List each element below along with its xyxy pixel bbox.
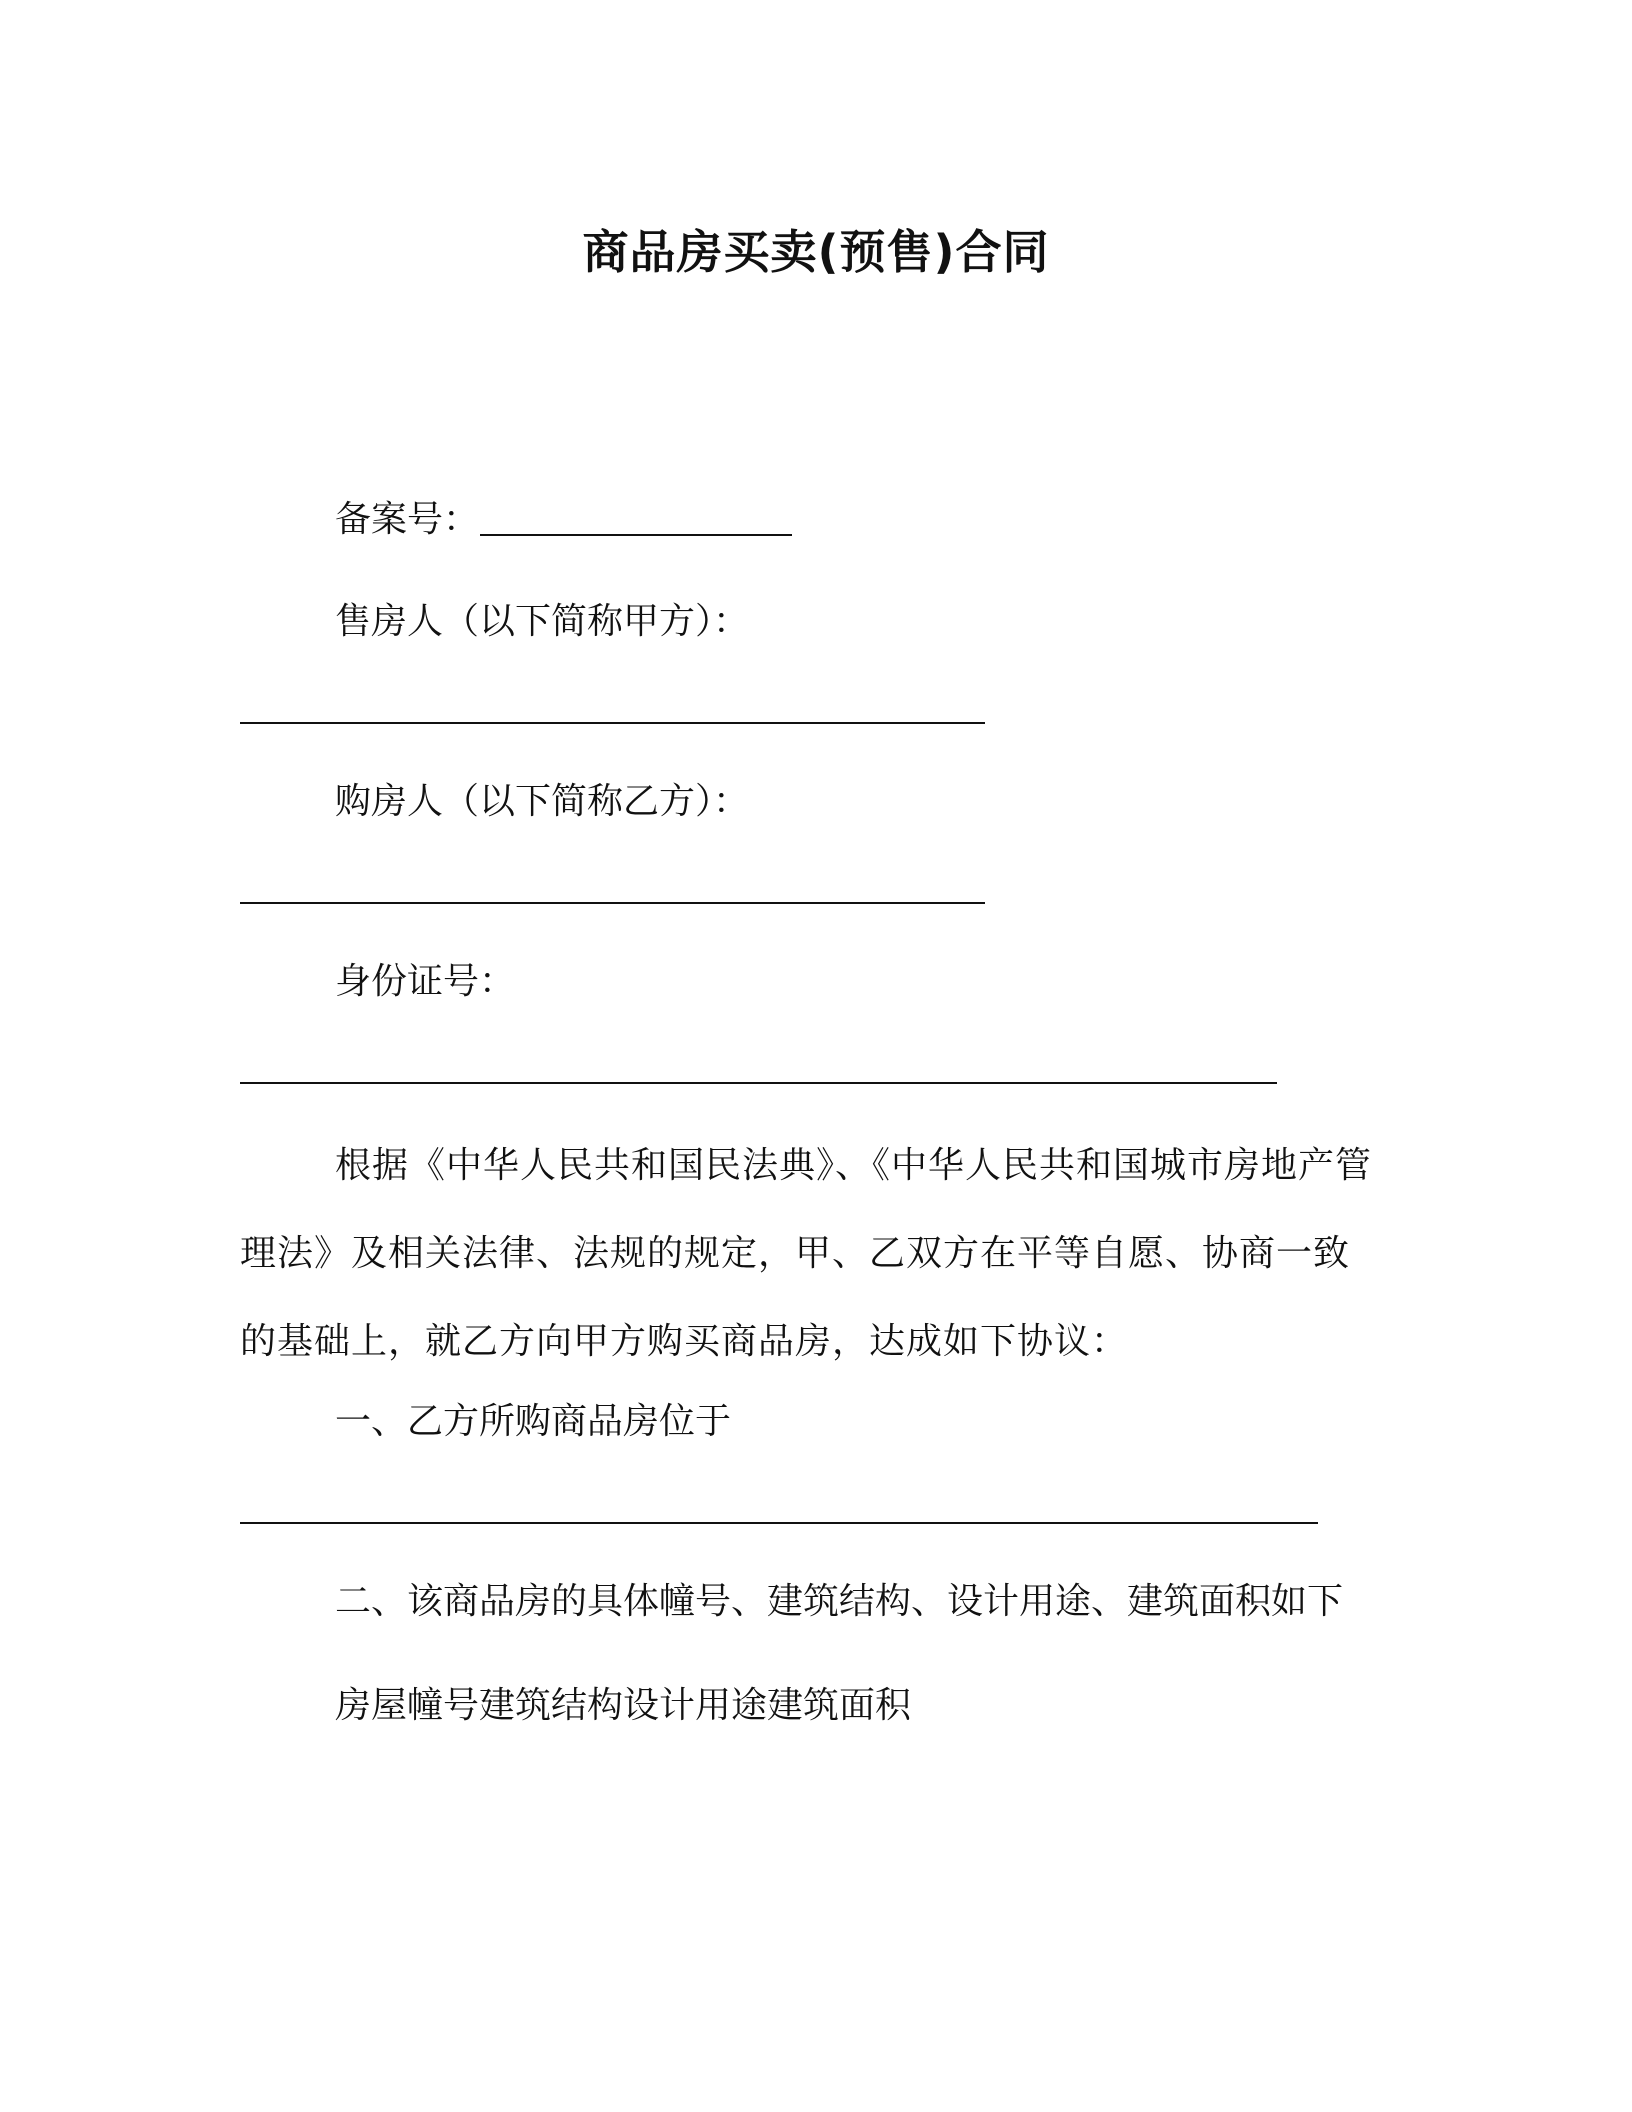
record-number-label: 备案号： (335, 499, 480, 540)
buyer-blank[interactable] (240, 902, 985, 904)
document-title: 商品房买卖(预售)合同 (582, 225, 1050, 279)
seller-blank[interactable] (240, 722, 985, 724)
basis-paragraph: 根据《中华人民共和国民法典》、《中华人民共和国城市房地产管理法》及相关法律、法规的规定，甲、乙双方在平等自愿、协商一致的基础上，就乙方向甲方购买商品房，达成如下协议： (240, 1145, 1373, 1362)
id-number-label: 身份证号： (335, 961, 516, 1002)
seller-label: 售房人（以下简称甲方）： (335, 601, 750, 642)
id-number-blank[interactable] (240, 1082, 1277, 1084)
clause-2-details: 二、该商品房的具体幢号、建筑结构、设计用途、建筑面积如下 (335, 1581, 1344, 1622)
location-blank[interactable] (240, 1522, 1318, 1524)
clause-1-location: 一、乙方所购商品房位于 (335, 1401, 732, 1442)
table-header-row: 房屋幢号建筑结构设计用途建筑面积 (335, 1685, 912, 1726)
buyer-label: 购房人（以下简称乙方）： (335, 781, 750, 822)
record-number-blank[interactable] (480, 534, 792, 536)
